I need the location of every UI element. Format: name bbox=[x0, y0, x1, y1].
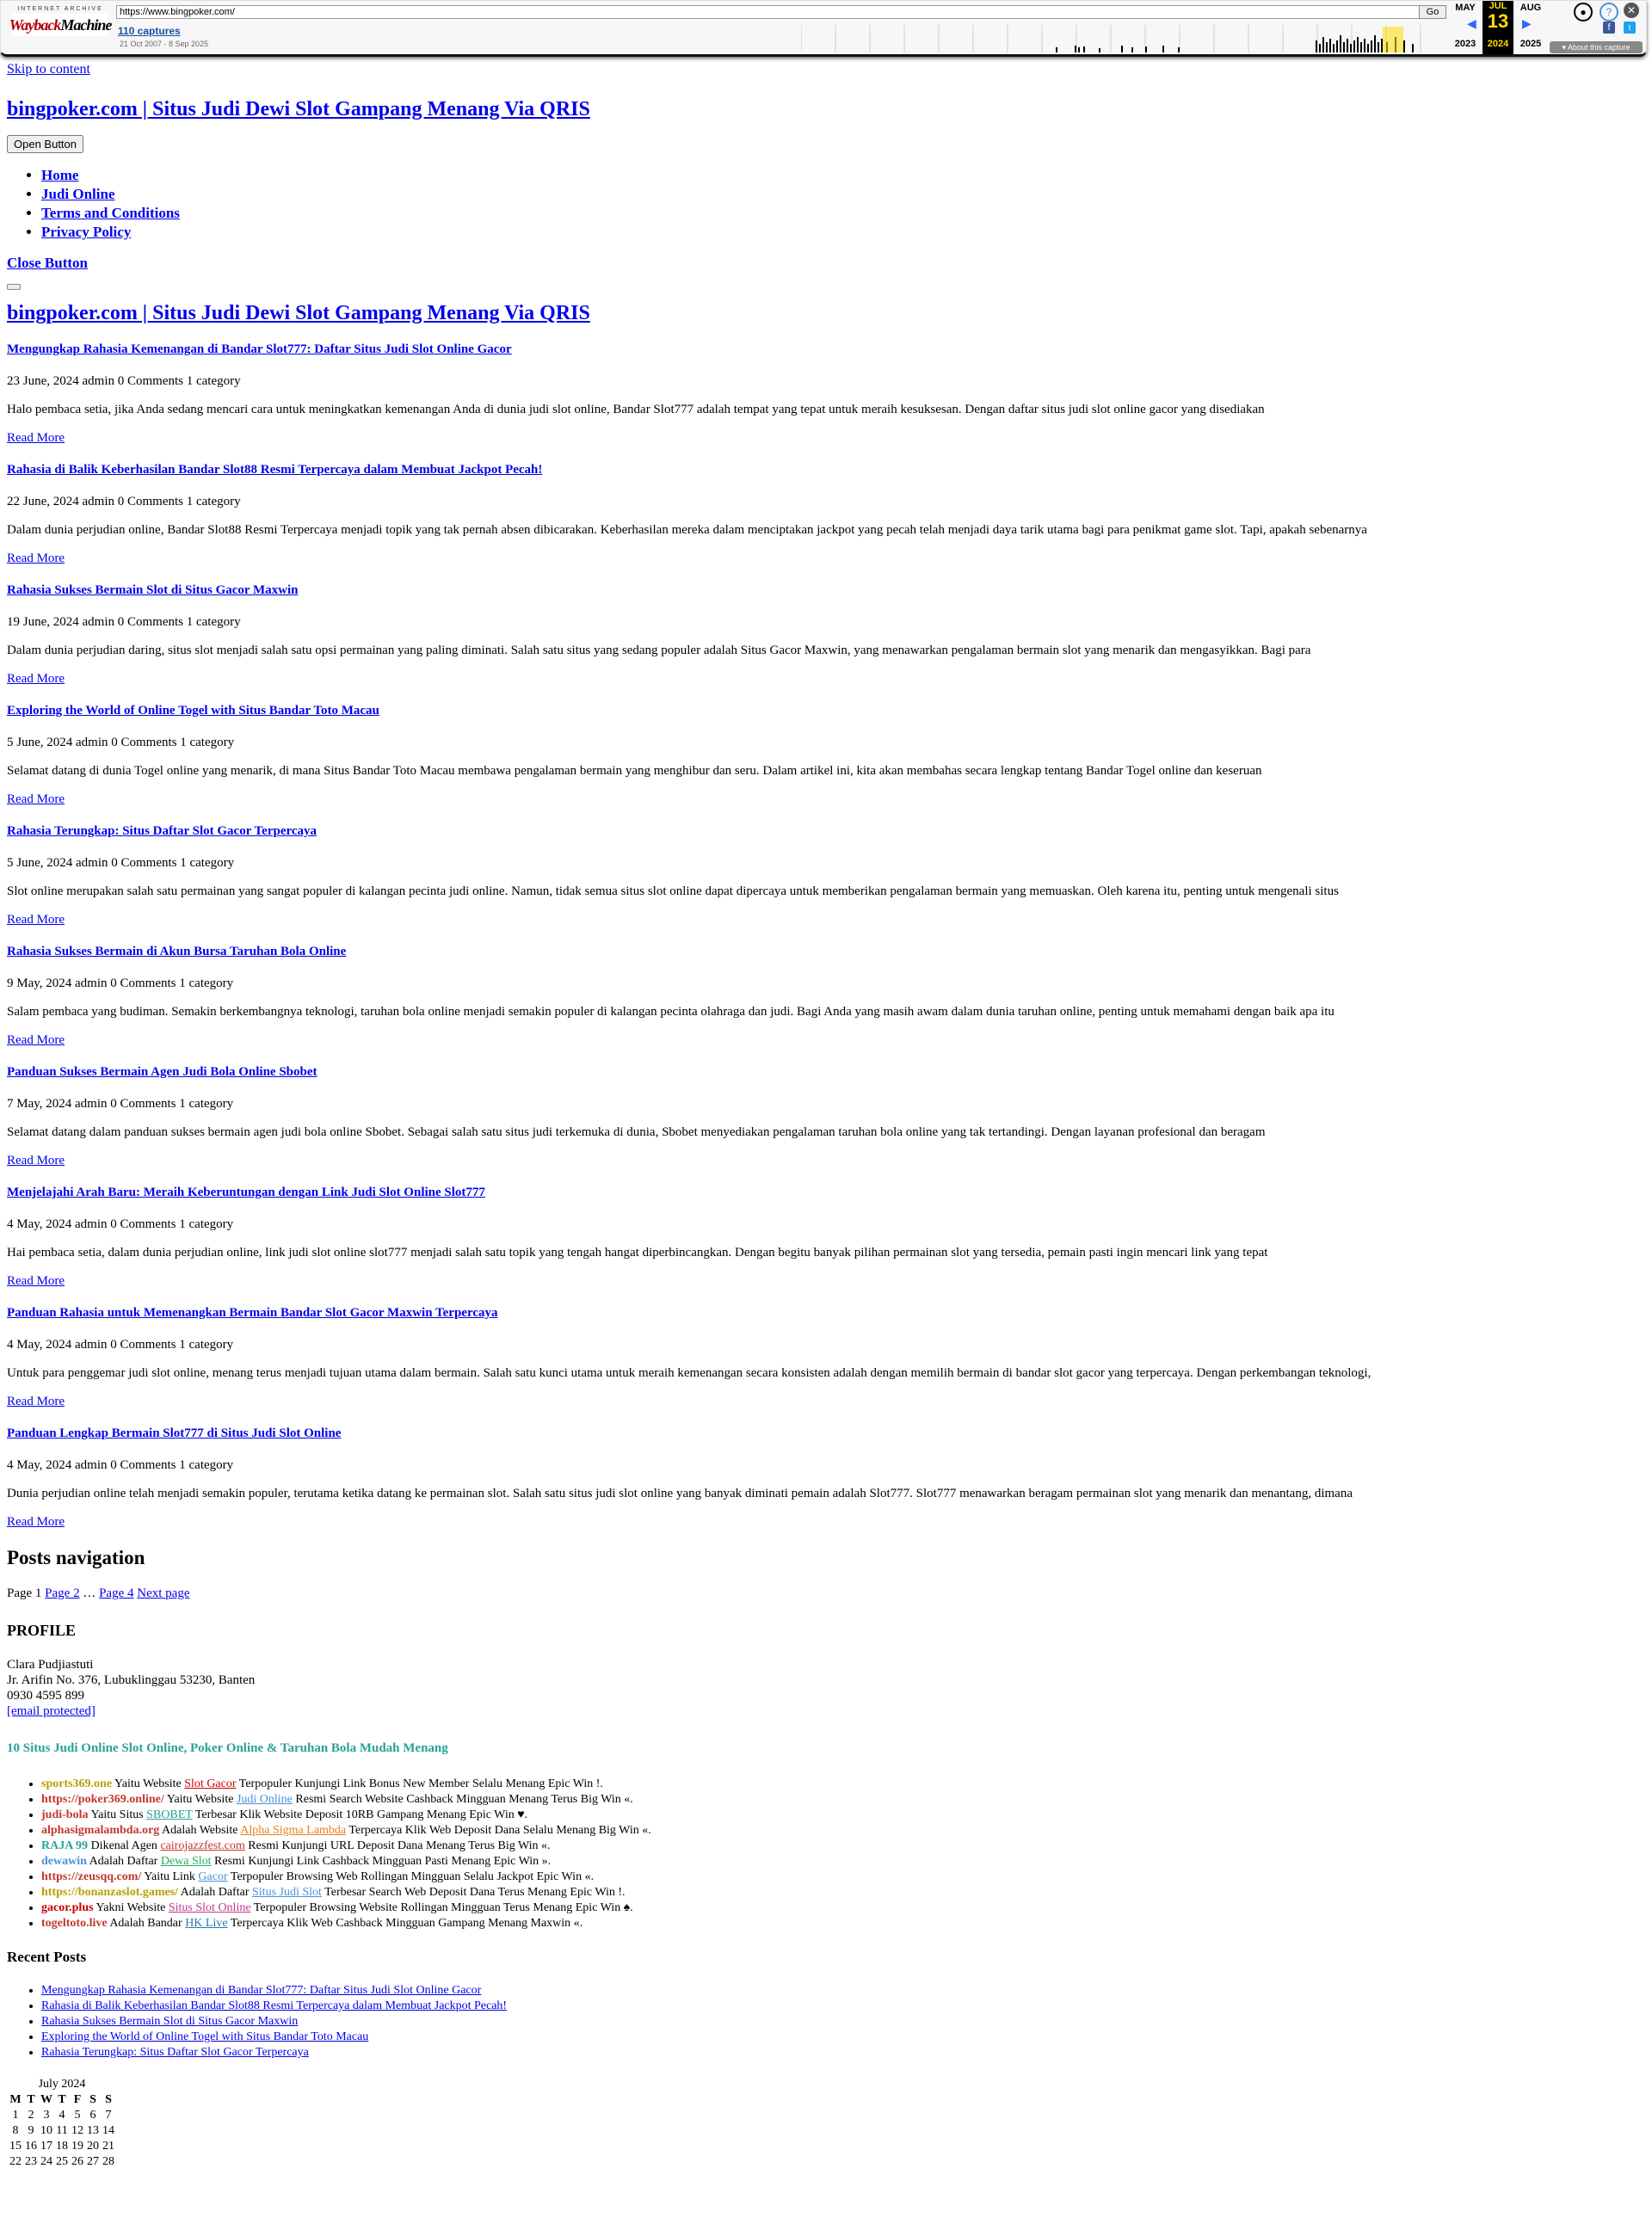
calendar-day: 18 bbox=[56, 2140, 68, 2153]
page-2-link[interactable]: Page 2 bbox=[45, 1586, 80, 1600]
calendar-day: 15 bbox=[9, 2140, 22, 2153]
site-link[interactable]: Judi Online bbox=[236, 1793, 293, 1806]
wayback-url-input[interactable]: https://www.bingpoker.com/ bbox=[116, 5, 1421, 19]
post-title-link[interactable]: Exploring the World of Online Togel with Situs Bandar Toto Macau bbox=[7, 704, 379, 718]
post-item bbox=[7, 1186, 1642, 1289]
prev-year[interactable]: 2023 bbox=[1454, 39, 1476, 49]
site-item bbox=[41, 1885, 1642, 1900]
site-text-post: Terpercaya Klik Web Cashback Mingguan Gampang Menang Maxwin «. bbox=[227, 1917, 583, 1930]
prev-month[interactable]: MAY bbox=[1455, 3, 1476, 13]
wayback-logo[interactable] bbox=[9, 6, 112, 47]
site-name: alphasigmalambda.org bbox=[41, 1824, 160, 1837]
pagination-ellipsis: … bbox=[83, 1586, 96, 1600]
recent-posts-heading: Recent Posts bbox=[7, 1949, 87, 1965]
next-page-link[interactable]: Next page bbox=[137, 1586, 190, 1600]
prev-capture-icon[interactable]: ◀ bbox=[1467, 16, 1476, 30]
calendar-day: 26 bbox=[71, 2155, 83, 2168]
page-4-link[interactable]: Page 4 bbox=[99, 1586, 134, 1600]
calendar-day: 5 bbox=[74, 2109, 81, 2122]
post-item bbox=[7, 824, 1642, 927]
recent-post-link[interactable]: Exploring the World of Online Togel with Situs Bandar Toto Macau bbox=[41, 2030, 369, 2043]
recent-post-link[interactable]: Rahasia Terungkap: Situs Daftar Slot Gacor Terpercaya bbox=[41, 2046, 309, 2059]
recent-post-link[interactable]: Rahasia di Balik Keberhasilan Bandar Slot88 Resmi Terpercaya dalam Membuat Jackpot Pecah! bbox=[41, 1999, 508, 2012]
profile-heading: PROFILE bbox=[7, 1622, 77, 1639]
post-item bbox=[7, 1065, 1642, 1168]
site-name: https://bonanzaslot.games/ bbox=[41, 1886, 179, 1899]
menu-item-terms[interactable]: Terms and Conditions bbox=[41, 205, 180, 221]
post-item bbox=[7, 342, 1642, 446]
logo-top-text: INTERNET ARCHIVE bbox=[17, 6, 103, 12]
post-meta: 23 June, 2024 admin 0 Comments 1 category bbox=[7, 374, 241, 388]
site-text-post: Terpopuler Browsing Website Rollingan Mingguan Terus Menang Epic Win ♠. bbox=[250, 1901, 633, 1914]
site-item bbox=[41, 1916, 1642, 1931]
calendar-day-header: T bbox=[58, 2093, 66, 2106]
next-month[interactable]: AUG bbox=[1519, 3, 1542, 13]
calendar-day: 4 bbox=[59, 2109, 65, 2122]
site-link[interactable]: SBOBET bbox=[146, 1808, 193, 1821]
post-title-link[interactable]: Rahasia Sukses Bermain di Akun Bursa Taruhan Bola Online bbox=[7, 945, 347, 958]
site-text-post: Terpopuler Kunjungi Link Bonus New Member Selalu Menang Epic Win !. bbox=[236, 1777, 603, 1790]
post-meta: 4 May, 2024 admin 0 Comments 1 category bbox=[7, 1217, 234, 1231]
about-capture-button[interactable]: ▾ About this capture bbox=[1550, 41, 1643, 53]
calendar-day: 17 bbox=[40, 2140, 52, 2153]
site-name: https://zeusqq.com/ bbox=[41, 1870, 142, 1883]
site-title-secondary bbox=[7, 302, 1642, 325]
post-title-link[interactable]: Rahasia Sukses Bermain Slot di Situs Gacor Maxwin bbox=[7, 583, 299, 597]
post-excerpt: Dunia perjudian online telah menjadi semakin populer, terutama ketika datang ke permainan slot. Salah satu situs judi slot online yang banyak diminati pemain adalah Slot777. Slot777 menawarkan beragam permainan slot yang menarik dan menantang, dimana bbox=[7, 1487, 1353, 1500]
calendar-day: 22 bbox=[9, 2155, 22, 2168]
read-more-link[interactable]: Read More bbox=[7, 1515, 65, 1529]
recent-post-link[interactable]: Rahasia Sukses Bermain Slot di Situs Gacor Maxwin bbox=[41, 2015, 299, 2028]
sites-widget bbox=[7, 1741, 1642, 1931]
site-text-pre: Yaitu Situs bbox=[88, 1808, 147, 1821]
site-text-post: Terpopuler Browsing Web Rollingan Mingguan Selalu Jackpot Epic Win «. bbox=[227, 1870, 595, 1883]
post-meta: 5 June, 2024 admin 0 Comments 1 category bbox=[7, 856, 235, 870]
site-text-pre: Adalah Daftar bbox=[86, 1855, 161, 1868]
post-excerpt: Selamat datang di dunia Togel online yang menarik, di mana Situs Bandar Toto Macau membawa pengalaman bermain yang menghibur dan seru. Dalam artikel ini, kita akan membahas secara lengkap tentang Bandar Togel online dan keseruan bbox=[7, 764, 1262, 778]
current-year: 2024 bbox=[1487, 39, 1509, 49]
site-item bbox=[41, 1870, 1642, 1885]
next-year[interactable]: 2025 bbox=[1519, 39, 1542, 49]
month-navigator bbox=[1450, 1, 1544, 54]
site-text-pre: Adalah Daftar bbox=[178, 1886, 252, 1899]
post-meta: 4 May, 2024 admin 0 Comments 1 category bbox=[7, 1458, 234, 1472]
skip-link[interactable]: Skip to content bbox=[7, 62, 90, 77]
post-title-link[interactable]: Rahasia di Balik Keberhasilan Bandar Slot88 Resmi Terpercaya dalam Membuat Jackpot Pecah! bbox=[7, 463, 543, 477]
facebook-icon[interactable]: f bbox=[1603, 22, 1615, 34]
post-excerpt: Hai pembaca setia, dalam dunia perjudian online, link judi slot online slot777 menjadi salah satu topik yang tengah hangat diperbincangkan. Dengan begitu banyak pilihan permainan slot yang tersedia, pemain pasti ingin mencari link yang tepat bbox=[7, 1246, 1268, 1260]
site-item bbox=[41, 1792, 1642, 1808]
site-item bbox=[41, 1839, 1642, 1854]
post-list bbox=[7, 342, 1642, 1530]
site-text-pre: Yaitu Link bbox=[141, 1870, 199, 1883]
calendar-day-header: M bbox=[9, 2093, 22, 2106]
calendar-day: 10 bbox=[40, 2124, 52, 2137]
site-title-link[interactable]: bingpoker.com | Situs Judi Dewi Slot Gampang Menang Via QRIS bbox=[7, 98, 590, 120]
posts-navigation-heading: Posts navigation bbox=[7, 1547, 145, 1568]
account-icon[interactable]: ● bbox=[1574, 3, 1593, 22]
site-link[interactable]: Situs Slot Online bbox=[168, 1901, 251, 1914]
site-text-post: Terpercaya Klik Web Deposit Dana Selalu Menang Big Win «. bbox=[346, 1824, 651, 1837]
captures-link[interactable]: 110 captures bbox=[118, 25, 181, 37]
site-link[interactable]: HK Live bbox=[185, 1917, 228, 1930]
current-day: 13 bbox=[1487, 10, 1509, 32]
go-button[interactable]: Go bbox=[1419, 5, 1446, 19]
read-more-link[interactable]: Read More bbox=[7, 1274, 65, 1288]
calendar-day-header: T bbox=[27, 2093, 35, 2106]
post-meta: 19 June, 2024 admin 0 Comments 1 category bbox=[7, 615, 241, 629]
post-title-link[interactable]: Menjelajahi Arah Baru: Meraih Keberuntungan dengan Link Judi Slot Online Slot777 bbox=[7, 1186, 485, 1199]
post-meta: 22 June, 2024 admin 0 Comments 1 category bbox=[7, 495, 241, 508]
site-text-post: Resmi Kunjungi Link Cashback Mingguan Pasti Menang Epic Win ». bbox=[211, 1855, 552, 1868]
calendar-day: 2 bbox=[28, 2109, 34, 2122]
read-more-link[interactable]: Read More bbox=[7, 1154, 65, 1167]
calendar-day: 19 bbox=[71, 2140, 83, 2153]
profile-address: Jr. Arifin No. 376, Lubuklinggau 53230, Banten bbox=[7, 1673, 256, 1687]
site-link[interactable]: Alpha Sigma Lambda bbox=[240, 1824, 347, 1837]
next-capture-icon[interactable]: ▶ bbox=[1522, 16, 1532, 30]
current-page: Page 1 bbox=[7, 1586, 42, 1600]
post-meta: 7 May, 2024 admin 0 Comments 1 category bbox=[7, 1097, 234, 1111]
posts-navigation bbox=[7, 1547, 1642, 1601]
calendar-caption: July 2024 bbox=[38, 2078, 86, 2091]
capture-range: 21 Oct 2007 - 8 Sep 2025 bbox=[120, 40, 209, 48]
calendar-day: 11 bbox=[56, 2124, 68, 2137]
menu-item-privacy[interactable]: Privacy Policy bbox=[41, 224, 132, 240]
post-item bbox=[7, 1426, 1642, 1530]
post-meta: 4 May, 2024 admin 0 Comments 1 category bbox=[7, 1338, 234, 1352]
post-item bbox=[7, 463, 1642, 566]
page-content bbox=[7, 60, 1642, 2171]
site-link[interactable]: Dewa Slot bbox=[160, 1855, 212, 1868]
post-excerpt: Untuk para penggemar judi slot online, menang terus menjadi tujuan utama dalam bermain. Salah satu kunci utama untuk meraih kemenangan secara konsisten adalah dengan memilih bermain di bandar slot gacor yang terpercaya. Dengan perkembangan teknologi, bbox=[7, 1366, 1372, 1380]
recent-posts-list bbox=[7, 1983, 1642, 2061]
main-menu bbox=[7, 167, 1642, 241]
calendar-day: 14 bbox=[102, 2124, 114, 2137]
profile-email-link[interactable]: [email protected] bbox=[7, 1704, 96, 1718]
twitter-icon[interactable]: t bbox=[1624, 22, 1636, 34]
calendar-day: 27 bbox=[87, 2155, 99, 2168]
site-text-pre: Adalah Bandar bbox=[107, 1917, 186, 1930]
site-link[interactable]: Gacor bbox=[198, 1870, 228, 1883]
post-excerpt: Slot online merupakan salah satu permainan yang sangat populer di kalangan pecinta judi online. Namun, tidak semua situs slot online dapat dipercaya untuk memberikan pengalaman bermain yang memuaskan. Oleh karena itu, penting untuk mengenali situs bbox=[7, 884, 1339, 898]
profile-phone: 0930 4595 899 bbox=[7, 1689, 84, 1703]
site-text-pre: Dikenal Agen bbox=[88, 1839, 161, 1852]
post-title-link[interactable]: Panduan Rahasia untuk Memenangkan Bermain Bandar Slot Gacor Maxwin Terpercaya bbox=[7, 1306, 498, 1320]
site-item bbox=[41, 1854, 1642, 1870]
calendar-day-header: S bbox=[89, 2093, 96, 2106]
site-link[interactable]: cairojazzfest.com bbox=[160, 1839, 245, 1852]
read-more-link[interactable]: Read More bbox=[7, 672, 65, 686]
sites-heading: 10 Situs Judi Online Slot Online, Poker Online & Taruhan Bola Mudah Menang bbox=[7, 1741, 448, 1755]
close-menu-button[interactable]: Close Button bbox=[7, 255, 88, 271]
site-name: https://poker369.online/ bbox=[41, 1793, 164, 1806]
site-name: togeltoto.live bbox=[41, 1917, 108, 1930]
site-name: judi-bola bbox=[41, 1808, 89, 1821]
menu-toggle-button[interactable] bbox=[7, 284, 21, 290]
current-month-label: JUL bbox=[1489, 1, 1507, 11]
calendar-day: 6 bbox=[89, 2109, 96, 2122]
site-name: RAJA 99 bbox=[41, 1839, 89, 1852]
post-excerpt: Dalam dunia perjudian online, Bandar Slot88 Resmi Terpercaya menjadi topik yang tak pernah absen dibicarakan. Keberhasilan mereka dalam menciptakan jackpot yang pecah telah menjadi daya tarik utama bagi para penikmat game slot. Tapi, apakah sebenarnya bbox=[7, 523, 1367, 537]
site-link[interactable]: Slot Gacor bbox=[184, 1777, 237, 1790]
menu-item-judi-online[interactable]: Judi Online bbox=[41, 186, 115, 202]
calendar-day: 1 bbox=[12, 2109, 19, 2122]
post-excerpt: Halo pembaca setia, jika Anda sedang mencari cara untuk meningkatkan kemenangan Anda di dunia judi slot online, Bandar Slot777 adalah tempat yang tepat untuk meraih kesuksesan. Dengan daftar situs judi slot online gacor yang disediakan bbox=[7, 403, 1265, 416]
post-title-link[interactable]: Rahasia Terungkap: Situs Daftar Slot Gacor Terpercaya bbox=[7, 824, 317, 838]
post-item bbox=[7, 1306, 1642, 1409]
calendar-widget bbox=[7, 2078, 117, 2171]
post-item bbox=[7, 583, 1642, 687]
read-more-link[interactable]: Read More bbox=[7, 913, 65, 927]
post-excerpt: Dalam dunia perjudian daring, situs slot menjadi salah satu opsi permainan yang paling diminati. Salah satu situs yang sedang populer adalah Situs Gacor Maxwin, yang menawarkan pengalaman bermain slot yang menarik dan mengasyikkan. Bagi para bbox=[7, 644, 1311, 657]
calendar-day: 9 bbox=[28, 2124, 34, 2137]
calendar-day-header: W bbox=[40, 2093, 52, 2106]
site-item bbox=[41, 1808, 1642, 1823]
calendar-day-header: F bbox=[73, 2093, 82, 2106]
close-icon[interactable]: ✕ bbox=[1624, 3, 1639, 18]
calendar-day: 25 bbox=[56, 2155, 68, 2168]
calendar-day: 16 bbox=[25, 2140, 37, 2153]
calendar-day: 12 bbox=[71, 2124, 83, 2137]
site-text-post: Resmi Kunjungi URL Deposit Dana Menang Terus Big Win «. bbox=[244, 1839, 551, 1852]
site-item bbox=[41, 1777, 1642, 1792]
help-icon[interactable]: ? bbox=[1600, 3, 1618, 22]
calendar-day: 23 bbox=[25, 2155, 37, 2168]
calendar-day: 7 bbox=[105, 2109, 112, 2122]
post-excerpt: Salam pembaca yang budiman. Semakin berkembangnya teknologi, taruhan bola online menjadi semakin populer di kalangan pecinta olahraga dan judi. Bagi Anda yang masih awam dalam dunia taruhan online, penting untuk memahami dengan baik apa itu bbox=[7, 1005, 1335, 1019]
site-text-pre: Yaitu Website bbox=[112, 1777, 185, 1790]
sites-list bbox=[7, 1777, 1642, 1931]
site-name: sports369.one bbox=[41, 1777, 113, 1790]
site-name: gacor.plus bbox=[41, 1901, 94, 1914]
calendar-day: 24 bbox=[40, 2155, 52, 2168]
calendar-day-header: S bbox=[105, 2093, 112, 2106]
post-meta: 9 May, 2024 admin 0 Comments 1 category bbox=[7, 976, 234, 990]
post-meta: 5 June, 2024 admin 0 Comments 1 category bbox=[7, 736, 235, 749]
post-title-link[interactable]: Panduan Sukses Bermain Agen Judi Bola Online Sbobet bbox=[7, 1065, 317, 1079]
read-more-link[interactable]: Read More bbox=[7, 1033, 65, 1047]
site-text-pre: Yakni Website bbox=[93, 1901, 169, 1914]
profile-name: Clara Pudjiastuti bbox=[7, 1658, 94, 1672]
calendar-day: 13 bbox=[87, 2124, 99, 2137]
site-title-secondary-link[interactable]: bingpoker.com | Situs Judi Dewi Slot Gampang Menang Via QRIS bbox=[7, 302, 590, 324]
site-text-post: Terbesar Klik Website Deposit 10RB Gampang Menang Epic Win ♥. bbox=[192, 1808, 528, 1821]
site-item bbox=[41, 1900, 1642, 1916]
site-title bbox=[7, 98, 1642, 121]
capture-sparkline[interactable] bbox=[801, 25, 1443, 52]
read-more-link[interactable]: Read More bbox=[7, 1395, 65, 1408]
open-menu-button[interactable]: Open Button bbox=[7, 135, 83, 153]
menu-item-home[interactable]: Home bbox=[41, 167, 79, 183]
site-text-post: Terbesar Search Web Deposit Dana Terus Menang Epic Win !. bbox=[321, 1886, 626, 1899]
calendar-day: 21 bbox=[102, 2140, 114, 2153]
wayback-toolbar bbox=[0, 0, 1647, 57]
recent-post-link[interactable]: Mengungkap Rahasia Kemenangan di Bandar Slot777: Daftar Situs Judi Slot Online Gacor bbox=[41, 1984, 482, 1997]
post-title-link[interactable]: Mengungkap Rahasia Kemenangan di Bandar Slot777: Daftar Situs Judi Slot Online Gacor bbox=[7, 342, 512, 356]
site-text-pre: Yaitu Website bbox=[163, 1793, 237, 1806]
read-more-link[interactable]: Read More bbox=[7, 431, 65, 445]
site-item bbox=[41, 1823, 1642, 1839]
site-link[interactable]: Situs Judi Slot bbox=[252, 1886, 322, 1899]
pagination bbox=[7, 1586, 1642, 1601]
read-more-link[interactable]: Read More bbox=[7, 792, 65, 806]
logo-machine-text: Machine bbox=[60, 15, 112, 34]
post-item bbox=[7, 945, 1642, 1048]
post-title-link[interactable]: Panduan Lengkap Bermain Slot777 di Situs Judi Slot Online bbox=[7, 1426, 342, 1440]
calendar-day: 28 bbox=[102, 2155, 114, 2168]
post-excerpt: Selamat datang dalam panduan sukses bermain agen judi bola online Sbobet. Sebagai salah satu situs judi terkemuka di dunia, Sbobet menyediakan pengalaman taruhan bola online yang tak tertandingi. Dengan layanan profesional dan beragam bbox=[7, 1125, 1266, 1139]
site-text-pre: Adalah Website bbox=[159, 1824, 241, 1837]
post-item bbox=[7, 704, 1642, 807]
site-text-post: Resmi Search Website Cashback Mingguan Menang Terus Big Win «. bbox=[292, 1793, 633, 1806]
calendar-day: 8 bbox=[12, 2124, 19, 2137]
logo-way-text: Wayback bbox=[9, 15, 61, 34]
calendar-day: 20 bbox=[87, 2140, 99, 2153]
recent-posts-widget bbox=[7, 1949, 1642, 2061]
calendar-day: 3 bbox=[43, 2109, 50, 2122]
profile-widget bbox=[7, 1622, 1642, 1719]
site-name: dewawin bbox=[41, 1855, 87, 1868]
read-more-link[interactable]: Read More bbox=[7, 551, 65, 565]
